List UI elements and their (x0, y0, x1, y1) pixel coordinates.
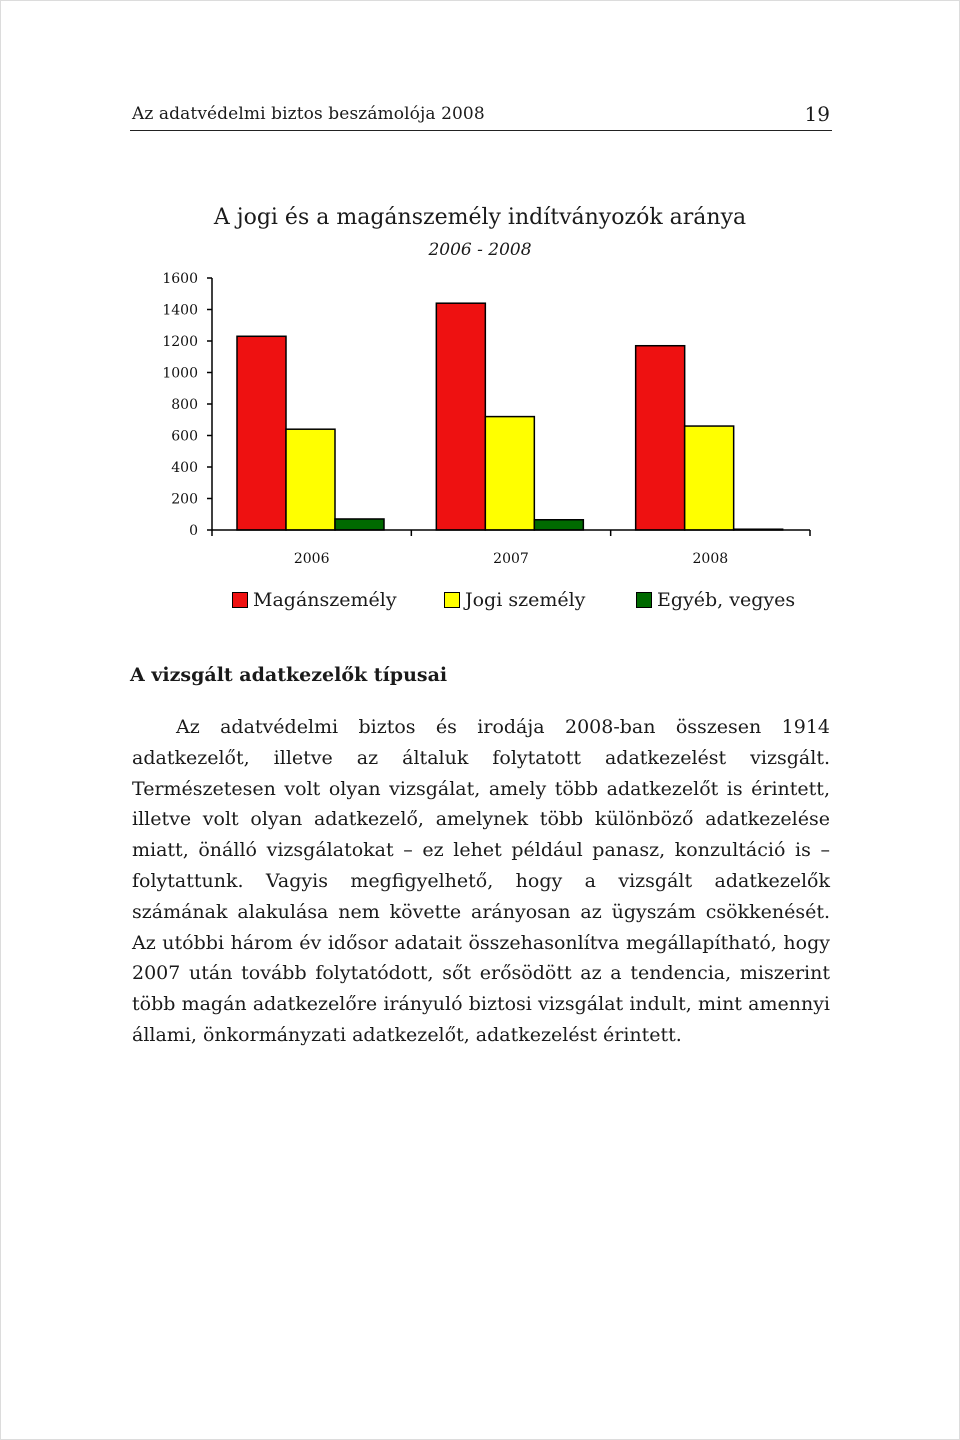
bar-1-0 (436, 303, 485, 530)
y-tick-label: 1600 (162, 271, 198, 287)
legend-item (636, 586, 795, 614)
legend-swatch (444, 592, 460, 608)
y-tick-label: 200 (171, 491, 198, 508)
running-header-title: Az adatvédelmi biztos beszámolója 2008 (132, 104, 485, 124)
bar-1-1 (485, 417, 534, 530)
chart-subtitle: 2006 - 2008 (428, 240, 532, 260)
bar-0-1 (286, 429, 335, 530)
y-tick-label: 1200 (162, 334, 198, 350)
legend-item (232, 586, 397, 614)
body-text (132, 712, 830, 1051)
y-tick-label: 0 (189, 523, 198, 539)
legend-label: Magánszemély (253, 589, 397, 611)
legend-swatch (636, 592, 652, 608)
bar-2-1 (685, 426, 734, 530)
y-tick-label: 1000 (162, 365, 198, 382)
x-category-label: 2006 (293, 551, 330, 567)
running-header (130, 100, 832, 131)
bar-0-2 (335, 519, 384, 530)
legend-item (444, 586, 585, 614)
legend-label: Jogi személy (465, 589, 586, 611)
x-category-label: 2007 (493, 551, 529, 567)
page-number: 19 (804, 102, 830, 126)
y-tick-label: 800 (171, 397, 198, 413)
bar-chart (140, 262, 830, 582)
bar-1-2 (534, 520, 583, 530)
legend-label: Egyéb, vegyes (657, 589, 796, 611)
y-tick-label: 1400 (162, 302, 198, 319)
bar-0-0 (237, 336, 286, 530)
x-category-label: 2008 (692, 551, 729, 567)
bar-2-0 (636, 346, 685, 530)
legend-swatch (232, 592, 248, 608)
section-heading: A vizsgált adatkezelők típusai (130, 664, 448, 686)
chart-legend (232, 586, 812, 614)
body-paragraph: Az adatvédelmi biztos és irodája 2008-ban összesen 1914 adatkezelőt, illetve az általuk folytatott adatkezelést vizsgált. Természetesen volt olyan vizsgálat, amely több adatkezelőt is érintett, illetve volt olyan adatkezelő, amelynek több különböző adatkezelése miatt, önálló vizsgálatokat – ez lehet például panasz, konzultáció is – folytattunk. Vagyis megfigyelhető, hogy a vizsgált adatkezelők számának alakulása nem követte arányosan az ügyszám csökkenését. Az utóbbi három év idősor adatait összehasonlítva megállapítható, hogy 2007 után tovább folytatódott, sőt erősödött az a tendencia, miszerint több magán adatkezelőre irányuló biztosi vizsgálat indult, mint amennyi állami, önkormányzati adatkezelőt, adatkezelést érintett. (132, 716, 830, 1046)
chart-title: A jogi és a magánszemély indítványozók aránya (213, 205, 747, 230)
y-tick-label: 600 (171, 428, 198, 445)
y-tick-label: 400 (171, 460, 198, 476)
